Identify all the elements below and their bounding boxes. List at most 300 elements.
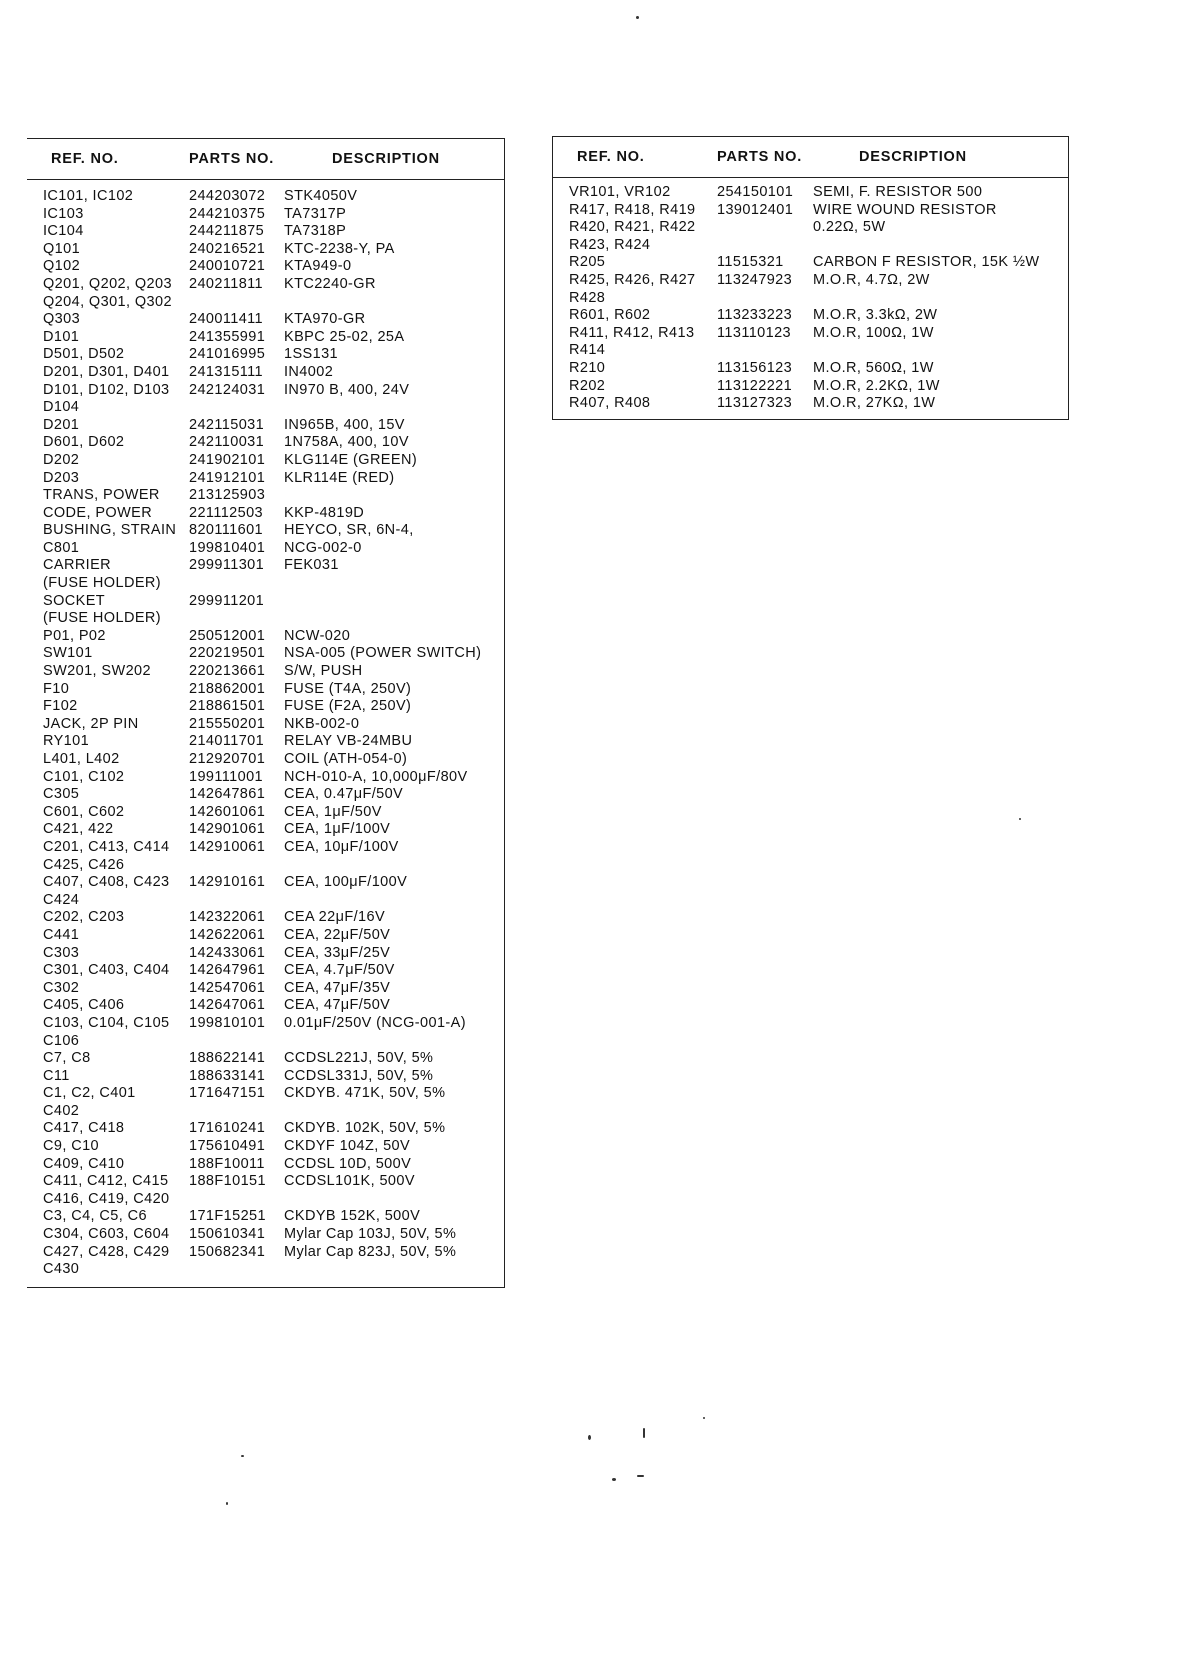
ref-no-cell: D601, D602 — [43, 434, 125, 451]
ref-no-cell: C424 — [43, 891, 80, 908]
table-row — [27, 241, 505, 259]
parts-no-cell: 215550201 — [189, 715, 266, 732]
table-row — [27, 329, 505, 347]
parts-no-cell: 175610491 — [189, 1138, 266, 1155]
ref-no-cell: D101, D102, D103 — [43, 381, 170, 398]
table-row — [553, 237, 1069, 255]
table-row — [27, 945, 505, 963]
description-cell: CKDYB. 471K, 50V, 5% — [284, 1085, 446, 1102]
description-cell: NCW-020 — [284, 627, 351, 644]
table-row — [27, 874, 505, 892]
ref-no-header: REF. NO. — [553, 137, 718, 178]
description-cell: M.O.R, 3.3kΩ, 2W — [813, 307, 938, 324]
parts-list-table-left — [27, 138, 505, 1288]
scan-speck — [643, 1428, 645, 1438]
description-cell: COIL (ATH-054-0) — [284, 751, 408, 767]
description-cell: HEYCO, SR, 6N-4, — [284, 522, 414, 539]
description-cell: CEA, 47μF/35V — [284, 979, 391, 996]
ref-no-cell: R414 — [569, 342, 606, 359]
ref-no-cell: IC101, IC102 — [43, 188, 134, 204]
table-row — [27, 997, 505, 1015]
description-cell: NSA-005 (POWER SWITCH) — [284, 645, 482, 662]
parts-no-cell: 11515321 — [717, 254, 784, 271]
parts-no-cell: 171647151 — [189, 1085, 266, 1102]
parts-no-cell: 142433061 — [189, 944, 266, 961]
ref-no-cell: C11 — [43, 1067, 70, 1084]
description-cell — [813, 290, 1069, 308]
parts-no-cell: 171F15251 — [189, 1208, 266, 1225]
ref-no-cell: Q102 — [43, 258, 81, 275]
ref-no-cell: RY101 — [43, 733, 90, 750]
parts-no-cell — [189, 857, 284, 875]
description-cell — [284, 294, 505, 312]
description-cell — [284, 487, 505, 505]
description-cell: CEA, 1μF/100V — [284, 821, 391, 838]
table-row — [27, 645, 505, 663]
description-cell: Mylar Cap 103J, 50V, 5% — [284, 1226, 457, 1243]
table-row — [27, 733, 505, 751]
description-cell: STK4050V — [284, 188, 358, 204]
description-cell: CEA 22μF/16V — [284, 909, 386, 926]
ref-no-cell: CODE, POWER — [43, 504, 153, 521]
parts-no-cell — [717, 290, 813, 308]
description-cell: 1SS131 — [284, 346, 338, 363]
description-cell: KTA949-0 — [284, 258, 352, 275]
ref-no-cell: C304, C603, C604 — [43, 1226, 170, 1243]
table-row — [27, 892, 505, 910]
parts-no-cell: 241016995 — [189, 346, 266, 363]
description-cell: CCDSL 10D, 500V — [284, 1155, 412, 1172]
table-row — [27, 180, 505, 206]
description-header: DESCRIPTION — [813, 137, 1069, 178]
ref-no-cell: C416, C419, C420 — [43, 1190, 170, 1207]
table-header-row — [27, 139, 505, 180]
parts-no-cell: 142647861 — [189, 786, 266, 803]
table-row — [553, 254, 1069, 272]
scan-speck — [241, 1455, 244, 1457]
table-row — [27, 1208, 505, 1226]
parts-no-cell: 254150101 — [717, 184, 794, 200]
parts-no-cell: 242124031 — [189, 381, 266, 398]
description-cell: S/W, PUSH — [284, 663, 363, 680]
scan-speck — [637, 1475, 644, 1477]
ref-no-cell: Q204, Q301, Q302 — [43, 293, 172, 310]
table-row — [553, 360, 1069, 378]
table-row — [27, 962, 505, 980]
parts-no-cell — [189, 892, 284, 910]
table-row — [27, 681, 505, 699]
parts-no-cell: 150682341 — [189, 1243, 266, 1260]
description-cell — [284, 1033, 505, 1051]
parts-no-cell: 214011701 — [189, 733, 265, 750]
scan-speck — [612, 1478, 616, 1481]
description-cell — [284, 610, 505, 628]
description-cell: M.O.R, 27KΩ, 1W — [813, 395, 936, 412]
description-cell: CEA, 0.47μF/50V — [284, 786, 404, 803]
parts-no-cell: 218861501 — [189, 698, 266, 715]
parts-no-cell — [717, 342, 813, 360]
table-row — [27, 223, 505, 241]
ref-no-cell: JACK, 2P PIN — [43, 715, 139, 732]
parts-no-header: PARTS NO. — [189, 139, 284, 180]
ref-no-cell: SW101 — [43, 645, 93, 662]
parts-no-cell: 113127323 — [717, 395, 793, 412]
parts-no-cell: 113110123 — [717, 324, 792, 341]
ref-no-cell: C201, C413, C414 — [43, 838, 170, 855]
ref-no-cell: SOCKET — [43, 592, 106, 609]
table-row — [27, 364, 505, 382]
ref-no-cell: R601, R602 — [569, 307, 651, 324]
ref-no-cell: C7, C8 — [43, 1050, 91, 1067]
ref-no-cell: C425, C426 — [43, 856, 125, 873]
ref-no-cell: C302 — [43, 979, 80, 996]
description-cell — [813, 237, 1069, 255]
table-row — [27, 610, 505, 628]
ref-no-cell: CARRIER — [43, 557, 112, 574]
description-cell: Mylar Cap 823J, 50V, 5% — [284, 1243, 457, 1260]
parts-no-cell: 188F10011 — [189, 1155, 265, 1172]
description-cell: KKP-4819D — [284, 504, 365, 521]
ref-no-cell: R205 — [569, 254, 606, 271]
description-cell: M.O.R, 2.2KΩ, 1W — [813, 377, 940, 394]
description-cell — [284, 593, 505, 611]
table-row — [27, 593, 505, 611]
parts-no-cell: 242115031 — [189, 416, 265, 433]
table-row — [553, 378, 1069, 396]
description-cell: RELAY VB-24MBU — [284, 733, 413, 750]
ref-no-cell: C417, C418 — [43, 1120, 125, 1137]
ref-no-cell: F10 — [43, 680, 70, 697]
table-row — [27, 1261, 505, 1287]
parts-no-cell: 242110031 — [189, 434, 265, 451]
description-cell: FUSE (F2A, 250V) — [284, 698, 412, 715]
description-cell: 0.01μF/250V (NCG-001-A) — [284, 1014, 466, 1031]
description-cell: M.O.R, 560Ω, 1W — [813, 359, 934, 376]
description-cell — [284, 1103, 505, 1121]
table-row — [553, 342, 1069, 360]
table-row — [27, 716, 505, 734]
table-header-row — [553, 137, 1069, 178]
table-row — [27, 1173, 505, 1191]
description-cell: FUSE (T4A, 250V) — [284, 680, 412, 697]
table-row — [27, 1226, 505, 1244]
ref-no-cell: C601, C602 — [43, 803, 125, 820]
table-row — [27, 663, 505, 681]
parts-no-cell: 240216521 — [189, 240, 266, 257]
parts-no-cell: 142547061 — [189, 979, 266, 996]
scan-speck — [636, 16, 639, 19]
description-cell: CARBON F RESISTOR, 15K ½W — [813, 254, 1040, 271]
table-row — [27, 1085, 505, 1103]
ref-no-cell: D201 — [43, 416, 80, 433]
ref-no-cell: C103, C104, C105 — [43, 1014, 170, 1031]
table-row — [553, 202, 1069, 220]
ref-no-cell: R417, R418, R419 — [569, 201, 696, 218]
ref-no-cell: R210 — [569, 359, 606, 376]
table-row — [27, 346, 505, 364]
description-cell: KLG114E (GREEN) — [284, 451, 418, 468]
table-row — [27, 1068, 505, 1086]
ref-no-cell: C101, C102 — [43, 768, 125, 785]
parts-no-cell: 218862001 — [189, 680, 266, 697]
description-cell: CEA, 4.7μF/50V — [284, 962, 395, 979]
description-cell: SEMI, F. RESISTOR 500 — [813, 184, 983, 200]
description-cell: CEA, 33μF/25V — [284, 944, 391, 961]
table-row — [27, 628, 505, 646]
table-row — [27, 1015, 505, 1033]
ref-no-cell: R407, R408 — [569, 395, 651, 412]
parts-no-cell: 240010721 — [189, 258, 266, 275]
ref-no-cell: C3, C4, C5, C6 — [43, 1208, 147, 1225]
table-row — [553, 178, 1069, 202]
description-cell: CEA, 1μF/50V — [284, 803, 382, 820]
ref-no-cell: C1, C2, C401 — [43, 1085, 136, 1102]
description-cell — [284, 1191, 505, 1209]
table-row — [27, 382, 505, 400]
ref-no-cell: BUSHING, STRAIN — [43, 522, 177, 539]
parts-no-cell: 142322061 — [189, 909, 266, 926]
ref-no-cell: VR101, VR102 — [569, 184, 671, 200]
table-row — [27, 839, 505, 857]
description-cell: IN4002 — [284, 363, 334, 380]
table-row — [27, 470, 505, 488]
parts-no-cell: 241355991 — [189, 328, 266, 345]
parts-no-cell: 820111601 — [189, 522, 264, 539]
ref-no-cell: D104 — [43, 399, 80, 416]
table-row — [27, 452, 505, 470]
description-cell: M.O.R, 100Ω, 1W — [813, 324, 934, 341]
ref-no-cell: C407, C408, C423 — [43, 874, 170, 891]
parts-no-cell: 199810401 — [189, 539, 266, 556]
table-row — [27, 206, 505, 224]
parts-no-cell: 142647961 — [189, 962, 266, 979]
parts-list-body-right — [553, 178, 1069, 420]
parts-no-cell: 188622141 — [189, 1050, 266, 1067]
description-cell: 1N758A, 400, 10V — [284, 434, 409, 451]
ref-no-cell: Q101 — [43, 240, 81, 257]
ref-no-cell: C106 — [43, 1032, 80, 1049]
table-row — [27, 399, 505, 417]
scan-speck — [588, 1435, 591, 1440]
parts-no-cell — [717, 237, 813, 255]
table-row — [27, 1156, 505, 1174]
description-cell: TA7317P — [284, 205, 347, 222]
ref-no-cell: R202 — [569, 377, 606, 394]
parts-no-cell: 199810101 — [189, 1014, 266, 1031]
table-row — [27, 1244, 505, 1262]
table-row — [27, 698, 505, 716]
table-row — [27, 769, 505, 787]
parts-no-cell: 142910061 — [189, 838, 266, 855]
table-row — [27, 909, 505, 927]
scan-speck — [1019, 818, 1021, 820]
parts-no-cell: 171610241 — [189, 1120, 266, 1137]
parts-no-cell — [189, 575, 284, 593]
table-row — [553, 307, 1069, 325]
description-cell: KTA970-GR — [284, 311, 366, 328]
ref-no-cell: L401, L402 — [43, 751, 120, 767]
parts-no-cell: 139012401 — [717, 201, 794, 218]
table-row — [27, 821, 505, 839]
description-cell: 0.22Ω, 5W — [813, 219, 886, 236]
parts-no-cell: 240011411 — [189, 311, 264, 328]
description-cell — [284, 399, 505, 417]
table-row — [27, 751, 505, 769]
parts-no-cell: 188633141 — [189, 1067, 266, 1084]
parts-no-cell: 241912101 — [189, 469, 266, 486]
description-cell: IN965B, 400, 15V — [284, 416, 405, 433]
ref-no-cell: C9, C10 — [43, 1138, 99, 1155]
ref-no-cell: Q201, Q202, Q203 — [43, 275, 172, 292]
scan-speck — [703, 1417, 705, 1419]
table-row — [27, 1103, 505, 1121]
ref-no-cell: C421, 422 — [43, 821, 114, 838]
table-row — [27, 417, 505, 435]
parts-no-cell — [189, 1191, 284, 1209]
parts-no-cell: 212920701 — [189, 751, 266, 767]
scan-speck — [226, 1502, 228, 1505]
parts-no-cell: 150610341 — [189, 1226, 266, 1243]
description-cell — [284, 892, 505, 910]
parts-no-cell: 113122221 — [717, 377, 793, 394]
description-header: DESCRIPTION — [284, 139, 505, 180]
ref-no-cell: IC103 — [43, 205, 84, 222]
parts-no-cell: 113233223 — [717, 307, 793, 324]
parts-no-cell: 241902101 — [189, 451, 266, 468]
table-row — [27, 505, 505, 523]
table-row — [553, 325, 1069, 343]
ref-no-cell: C405, C406 — [43, 997, 125, 1014]
table-row — [27, 258, 505, 276]
ref-no-cell: R425, R426, R427 — [569, 271, 696, 288]
parts-no-cell — [189, 1033, 284, 1051]
description-cell: CEA, 10μF/100V — [284, 838, 399, 855]
description-cell: TA7318P — [284, 223, 347, 240]
table-row — [27, 575, 505, 593]
table-row — [27, 311, 505, 329]
ref-no-cell: R428 — [569, 289, 606, 306]
table-row — [27, 522, 505, 540]
ref-no-cell: C441 — [43, 926, 80, 943]
parts-no-cell: 142601061 — [189, 803, 266, 820]
parts-no-cell: 221112503 — [189, 504, 264, 521]
parts-no-cell: 240211811 — [189, 275, 264, 292]
description-cell: NCG-002-0 — [284, 539, 362, 556]
ref-no-header: REF. NO. — [27, 139, 189, 180]
ref-no-cell: R420, R421, R422 — [569, 219, 696, 236]
ref-no-cell: D501, D502 — [43, 346, 125, 363]
description-cell: CCDSL331J, 50V, 5% — [284, 1067, 434, 1084]
parts-list-body-left — [27, 180, 505, 1288]
parts-no-cell: 188F10151 — [189, 1173, 266, 1190]
description-cell — [284, 857, 505, 875]
table-row — [27, 434, 505, 452]
table-row — [27, 927, 505, 945]
description-cell: KLR114E (RED) — [284, 469, 395, 486]
description-cell: CKDYB. 102K, 50V, 5% — [284, 1120, 446, 1137]
table-row — [27, 786, 505, 804]
description-cell: CCDSL221J, 50V, 5% — [284, 1050, 434, 1067]
description-cell: WIRE WOUND RESISTOR — [813, 201, 997, 218]
description-cell: NKB-002-0 — [284, 715, 360, 732]
description-cell: CEA, 22μF/50V — [284, 926, 391, 943]
ref-no-cell: IC104 — [43, 223, 84, 240]
ref-no-cell: C430 — [43, 1261, 80, 1278]
parts-no-cell: 113156123 — [717, 359, 793, 376]
parts-no-cell: 244211875 — [189, 223, 265, 240]
ref-no-cell: C411, C412, C415 — [43, 1173, 169, 1190]
table-row — [27, 1050, 505, 1068]
ref-no-cell: Q303 — [43, 311, 81, 328]
ref-no-cell: (FUSE HOLDER) — [43, 610, 161, 627]
parts-no-cell: 113247923 — [717, 271, 793, 288]
ref-no-cell: D101 — [43, 328, 80, 345]
ref-no-cell: C303 — [43, 944, 80, 961]
parts-no-cell — [189, 610, 284, 628]
parts-no-cell: 250512001 — [189, 627, 266, 644]
parts-no-cell — [189, 1103, 284, 1121]
ref-no-cell: C305 — [43, 786, 80, 803]
parts-no-cell — [189, 1261, 284, 1287]
parts-no-cell: 213125903 — [189, 487, 266, 504]
table-row — [27, 294, 505, 312]
ref-no-cell: D203 — [43, 469, 80, 486]
ref-no-cell: R411, R412, R413 — [569, 324, 695, 341]
table-row — [27, 1138, 505, 1156]
table-row — [27, 540, 505, 558]
ref-no-cell: C202, C203 — [43, 909, 125, 926]
description-cell: FEK031 — [284, 557, 339, 574]
parts-no-cell — [717, 219, 813, 237]
ref-no-cell: D201, D301, D401 — [43, 363, 170, 380]
table-row — [27, 557, 505, 575]
parts-no-cell: 142901061 — [189, 821, 266, 838]
parts-list-table-right — [552, 136, 1069, 420]
description-cell — [284, 575, 505, 593]
parts-no-cell: 142622061 — [189, 926, 266, 943]
description-cell — [284, 1261, 505, 1287]
description-cell — [813, 342, 1069, 360]
parts-no-cell: 142910161 — [189, 874, 266, 891]
parts-no-cell — [189, 399, 284, 417]
ref-no-cell: (FUSE HOLDER) — [43, 575, 161, 592]
description-cell: IN970 B, 400, 24V — [284, 381, 410, 398]
table-row — [27, 980, 505, 998]
table-row — [553, 272, 1069, 290]
description-cell: M.O.R, 4.7Ω, 2W — [813, 271, 930, 288]
ref-no-cell: SW201, SW202 — [43, 663, 151, 680]
table-row — [27, 1033, 505, 1051]
description-cell: KBPC 25-02, 25A — [284, 328, 405, 345]
parts-no-cell: 299911201 — [189, 592, 265, 609]
table-row — [27, 1191, 505, 1209]
parts-no-cell: 220213661 — [189, 663, 266, 680]
ref-no-cell: R423, R424 — [569, 236, 651, 253]
table-row — [27, 857, 505, 875]
table-row — [553, 290, 1069, 308]
parts-no-cell: 220219501 — [189, 645, 266, 662]
parts-no-cell: 299911301 — [189, 557, 265, 574]
ref-no-cell: P01, P02 — [43, 627, 106, 644]
table-row — [27, 804, 505, 822]
parts-no-cell: 199111001 — [189, 768, 264, 785]
description-cell: KTC2240-GR — [284, 275, 376, 292]
description-cell: CKDYB 152K, 500V — [284, 1208, 421, 1225]
description-cell: CKDYF 104Z, 50V — [284, 1138, 411, 1155]
ref-no-cell: C409, C410 — [43, 1155, 125, 1172]
parts-no-cell: 241315111 — [189, 363, 264, 380]
description-cell: CCDSL101K, 500V — [284, 1173, 415, 1190]
